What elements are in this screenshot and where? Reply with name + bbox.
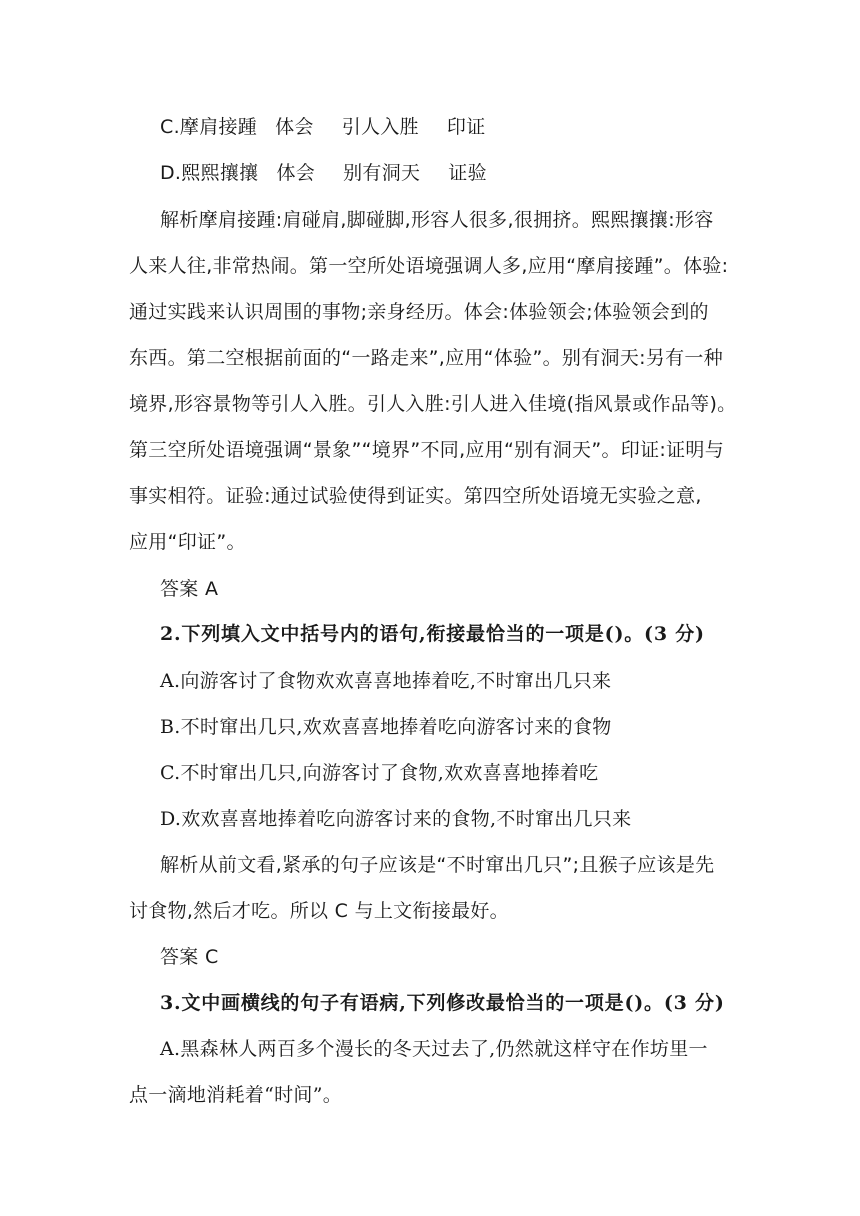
- q1-analysis-line: 东西。第二空根据前面的“一路走来”,应用“体验”。别有洞天:另有一种: [129, 347, 724, 369]
- q2-analysis-line: 讨食物,然后才吃。所以 C 与上文衔接最好。: [129, 900, 509, 922]
- q2-answer: 答案 C: [160, 946, 219, 968]
- q2-stem: 2.下列填入文中括号内的语句,衔接最恰当的一项是()。(3 分): [160, 623, 705, 645]
- option-word-4: 证验: [448, 162, 487, 184]
- q2-option-c: C.不时窜出几只,向游客讨了食物,欢欢喜喜地捧着吃: [160, 762, 599, 784]
- q1-analysis-line: 应用“印证”。: [129, 531, 246, 553]
- q1-analysis-line: 境界,形容景物等引人入胜。引人入胜:引人进入佳境(指风景或作品等)。: [129, 393, 737, 415]
- option-word-3: 引人入胜: [341, 116, 419, 138]
- option-word-2: 体会: [275, 116, 314, 138]
- option-letter: C.: [160, 116, 180, 138]
- q1-analysis-line: 通过实践来认识周围的事物;亲身经历。体会:体验领会;体验领会到的: [129, 301, 709, 323]
- option-word-1: 摩肩接踵: [179, 116, 258, 138]
- option-word-4: 印证: [446, 116, 486, 138]
- q1-analysis-line: 解析摩肩接踵:肩碰肩,脚碰脚,形容人很多,很拥挤。熙熙攘攘:形容: [160, 209, 714, 231]
- q1-analysis-line: 第三空所处语境强调“景象”“境界”不同,应用“别有洞天”。印证:证明与: [129, 439, 725, 461]
- q1-answer: 答案 A: [160, 578, 219, 600]
- option-word-2: 体会: [276, 162, 316, 184]
- q3-option-a-line: A.黑森林人两百多个漫长的冬天过去了,仍然就这样守在作坊里一: [160, 1038, 708, 1060]
- q2-option-b: B.不时窜出几只,欢欢喜喜地捧着吃向游客讨来的食物: [160, 716, 612, 738]
- option-letter: D.: [160, 162, 182, 184]
- q2-option-d: D.欢欢喜喜地捧着吃向游客讨来的食物,不时窜出几只来: [160, 808, 632, 830]
- q1-analysis-line: 人来人往,非常热闹。第一空所处语境强调人多,应用“摩肩接踵”。体验:: [129, 255, 729, 277]
- q3-stem: 3.文中画横线的句子有语病,下列修改最恰当的一项是()。(3 分): [160, 992, 725, 1014]
- q1-option-c: [160, 115, 486, 139]
- q1-analysis-line: 事实相符。证验:通过试验使得到证实。第四空所处语境无实验之意,: [129, 485, 702, 507]
- q1-option-d: [160, 161, 487, 185]
- q2-option-a: A.向游客讨了食物欢欢喜喜地捧着吃,不时窜出几只来: [160, 670, 612, 692]
- option-word-1: 熙熙攘攘: [181, 162, 259, 184]
- q2-analysis-line: 解析从前文看,紧承的句子应该是“不时窜出几只”;且猴子应该是先: [160, 854, 715, 876]
- q3-option-a-line: 点一滴地消耗着“时间”。: [129, 1084, 343, 1106]
- option-word-3: 别有洞天: [343, 162, 421, 184]
